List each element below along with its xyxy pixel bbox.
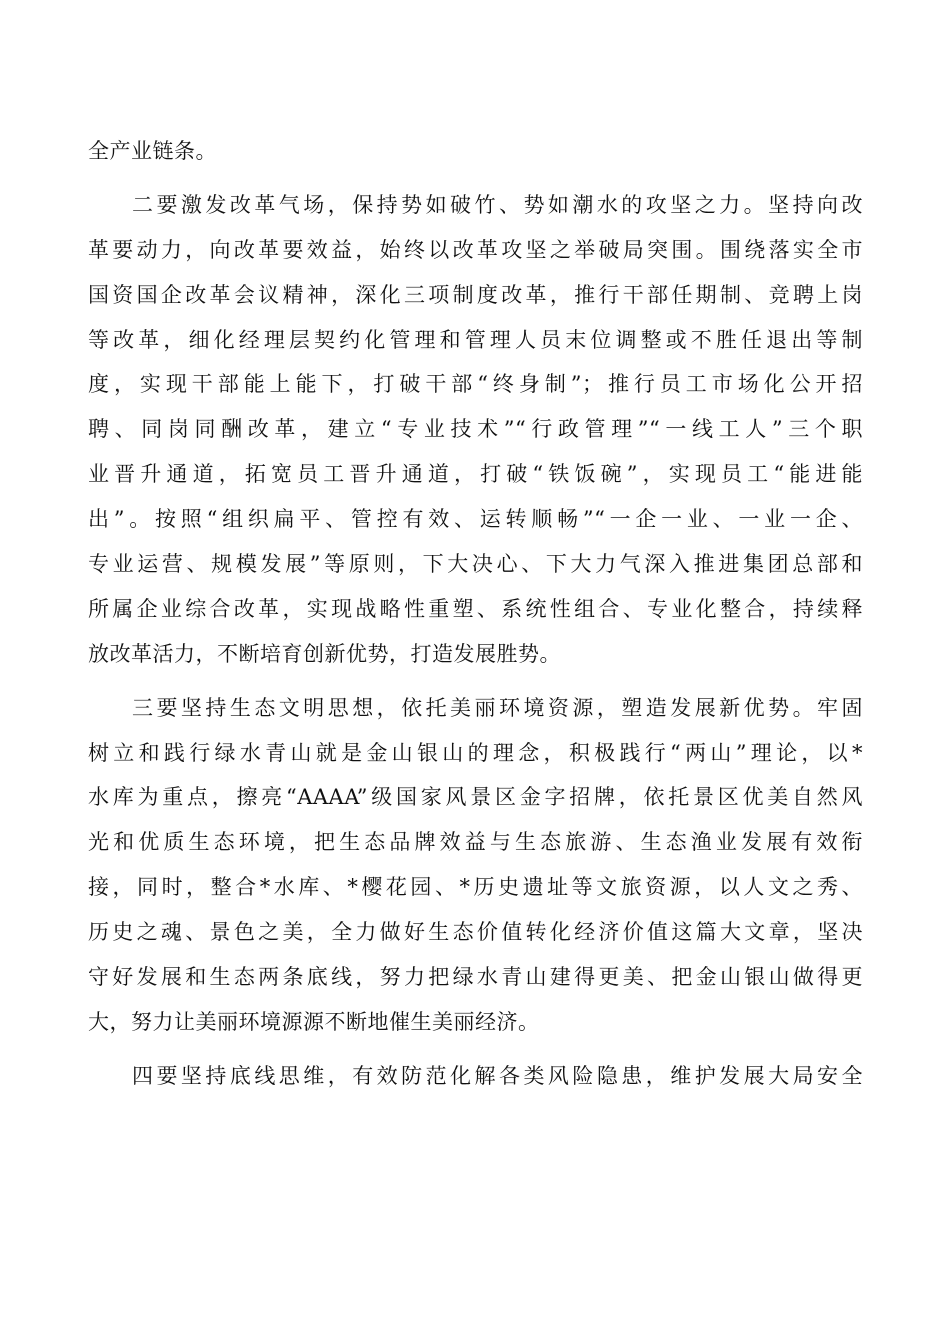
text-line: 革要动力，向改革要效益，始终以改革攻坚之举破局突围。围绕落实全市: [88, 237, 863, 262]
text-line: 大，努力让美丽环境源源不断地催生美丽经济。: [88, 1009, 540, 1034]
text-line: 聘、同岗同酬改革，建立“专业技术”“行政管理”“一线工人”三个职: [88, 417, 863, 442]
text-line: 水库为重点，擦亮“AAAA”级国家风景区金字招牌，依托景区优美自然风: [88, 785, 863, 810]
text-line: 所属企业综合改革，实现战略性重塑、系统性组合、专业化整合，持续释: [88, 596, 863, 621]
paragraph-reform: [88, 183, 863, 677]
text-line: 度，实现干部能上能下，打破干部“终身制”；推行员工市场化公开招: [88, 372, 863, 397]
text-line: 三要坚持生态文明思想，依托美丽环境资源，塑造发展新优势。牢固: [132, 695, 863, 720]
paragraph-bottom-line: [88, 1054, 863, 1099]
text-line: 等改革，细化经理层契约化管理和管理人员末位调整或不胜任退出等制: [88, 327, 863, 352]
paragraph-continuation: [88, 129, 863, 174]
text-line: 国资国企改革会议精神，深化三项制度改革，推行干部任期制、竞聘上岗: [88, 282, 863, 307]
text-line: 全产业链条。: [88, 139, 217, 163]
text-line: 历史之魂、景色之美，全力做好生态价值转化经济价值这篇大文章，坚决: [88, 920, 863, 945]
text-line: 专业运营、规模发展”等原则，下大决心、下大力气深入推进集团总部和: [88, 552, 863, 577]
text-line: 二要激发改革气场，保持势如破竹、势如潮水的攻坚之力。坚持向改: [132, 192, 863, 217]
text-line: 接，同时，整合*水库、*樱花园、*历史遗址等文旅资源，以人文之秀、: [88, 875, 863, 900]
text-line: 出”。按照“组织扁平、管控有效、运转顺畅”“一企一业、一业一企、: [88, 507, 863, 532]
text-line: 放改革活力，不断培育创新优势，打造发展胜势。: [88, 641, 561, 666]
text-line: 树立和践行绿水青山就是金山银山的理念，积极践行“两山”理论，以*: [88, 740, 863, 765]
text-line: 四要坚持底线思维，有效防范化解各类风险隐患，维护发展大局安全: [132, 1063, 863, 1088]
text-line: 光和优质生态环境，把生态品牌效益与生态旅游、生态渔业发展有效衔: [88, 830, 863, 855]
document-body: [88, 129, 863, 1099]
text-line: 业晋升通道，拓宽员工晋升通道，打破“铁饭碗”，实现员工“能进能: [88, 462, 863, 487]
paragraph-ecology: [88, 686, 863, 1045]
text-line: 守好发展和生态两条底线，努力把绿水青山建得更美、把金山银山做得更: [88, 965, 863, 990]
